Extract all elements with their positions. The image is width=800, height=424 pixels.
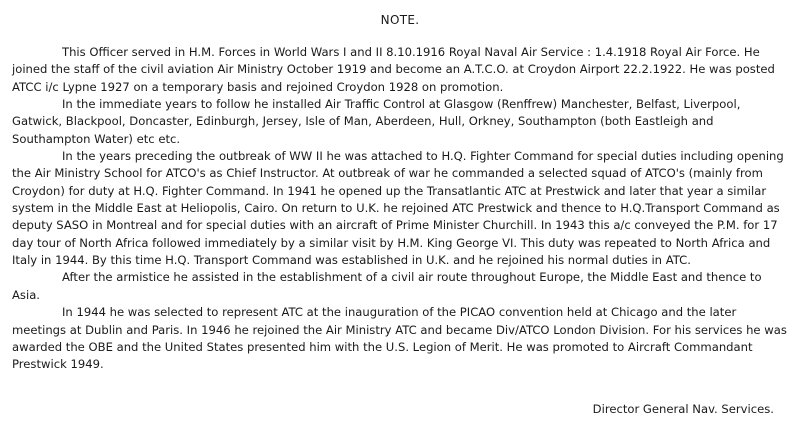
paragraph-service-history: This Officer served in H.M. Forces in World Wars I and II 8.10.1916 Royal Naval Air Service : 1.4.1918 Royal Air Force. He joined the staff of the civil aviation Air Ministry October 1919 and become an A.T.C.O. at Croydon Airport 22.2.1922. He was posted ATCC i/c Lypne 1927 on a temporary basis and rejoined Croydon 1928 on promotion. (12, 45, 775, 94)
document-title: NOTE. (380, 13, 420, 27)
signature-line: Director General Nav. Services. (592, 402, 774, 416)
paragraph-installations: In the immediate years to follow he installed Air Traffic Control at Glasgow (Renffrew) Manchester, Belfast, Liverpool, Gatwick, Blackpool, Doncaster, Edinburgh, Jersey, Isle of Man, Aberdeen, Hull, Orkney, Southampton (both Eastleigh and Southampton Water) etc etc. (12, 97, 741, 146)
paragraph-picao-and-honours: In 1944 he was selected to represent ATC at the inauguration of the PICAO convention held at Chicago and the later meetings at Dublin and Paris. In 1946 he rejoined the Air Ministry ATC and became Div/ATCO London Division. For his services he was awarded the OBE and the United States presented him with the U.S. Legion of Merit. He was promoted to Aircraft Commandant Prestwick 1949. (12, 305, 787, 372)
document-body (12, 44, 790, 374)
paragraph-armistice: After the armistice he assisted in the establishment of a civil air route throughout Europe, the Middle East and thence to Asia. (12, 270, 762, 302)
paragraph-wartime-duties: In the years preceding the outbreak of WW II he was attached to H.Q. Fighter Command for special duties including opening the Air Ministry School for ATCO's as Chief Instructor. At outbreak of war he commanded a selected squad of ATCO's (mainly from Croydon) for duty at H.Q. Fighter Command. In 1941 he opened up the Transatlantic ATC at Prestwick and later that year a similar system in the Middle East at Heliopolis, Cairo. On return to U.K. he rejoined ATC Prestwick and thence to H.Q.Transport Command as deputy SASO in Montreal and for special duties with an aircraft of Prime Minister Churchill. In 1943 this a/c conveyed the P.M. for 17 day tour of North Africa followed immediately by a similar visit by H.M. King George VI. This duty was repeated to North Africa and Italy in 1944. By this time H.Q. Transport Command was established in U.K. and he rejoined his normal duties in ATC. (12, 149, 784, 268)
